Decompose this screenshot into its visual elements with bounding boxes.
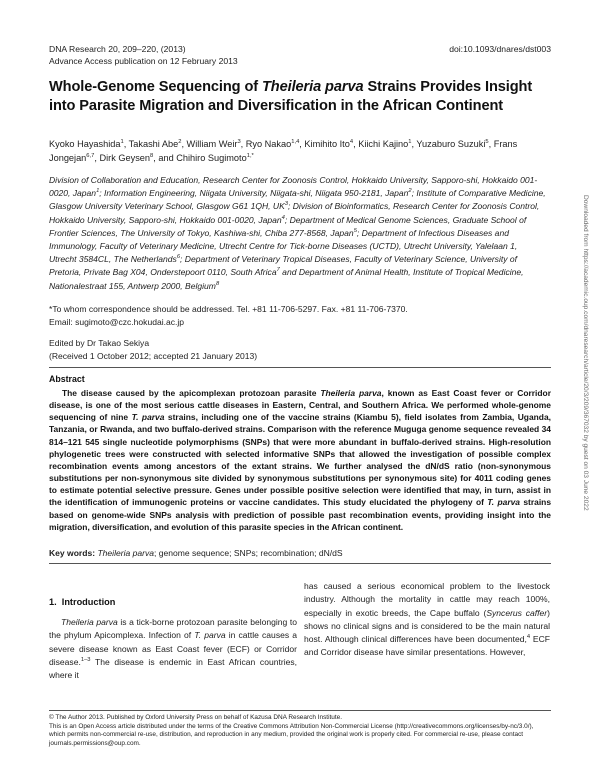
abstract-top-rule [49,367,551,368]
keywords-label: Key words: [49,548,96,558]
advance-access-note: Advance Access publication on 12 February 2013 [49,56,238,66]
download-watermark: Downloaded from https://academic.oup.com/dnaresearch/article/20/3/209/367032 by guest on 03 June 2022 [582,195,589,511]
keywords-list: Theileria parva; genome sequence; SNPs; recombination; dN/dS [97,548,343,558]
title-part-1: Whole-Genome Sequencing of [49,79,262,95]
title-species: Theileria parva [261,79,364,95]
correspondence [49,303,549,329]
editorial-info [49,337,549,363]
introduction-column-1: Theileria parva is a tick-borne protozoan parasite belonging to the phylum Apicomplexa. Infection of T. parva in cattle causes a severe disease known as East Coast fever (ECF) or Corridor disease.$^{1-3}$ The disease is endemic in East African countries, where it [49,617,297,681]
edited-by: Edited by Dr Takao Sekiya [49,338,150,348]
abstract-heading: Abstract [49,374,85,384]
license-footer: © The Author 2013. Published by Oxford University Press on behalf of Kazusa DNA Research Institute. This is an Open Access article distributed under the terms of the Creative Commons Attribution Non-Commercial License (http://creativecommons.org/licenses/by-nc/3.0/), which permits non-commercial re-use, distribution, and reproduction in any medium, provided the original work is properly cited. For commercial re-use, please contact journals.permissions@oup.com. [49,714,534,747]
keywords [49,548,549,558]
author-list: Kyoko Hayashida$^1$, Takashi Abe$^2$, William Weir$^3$, Ryo Nakao$^{1,4}$, Kimihito Ito$^4$, Kiichi Kajino$^1$, Yuzaburo Suzuki$^5$, Frans Jongejan$^{6,7}$, Dirk Geysen$^8$, and Chihiro Sugimoto$^{1,*}$ [49,138,518,163]
journal-citation: DNA Research 20, 209–220, (2013) [49,44,186,54]
correspondence-phone: *To whom correspondence should be addressed. Tel. +81 11-706-5297. Fax. +81 11-706-7370. [49,304,408,314]
correspondence-email[interactable]: Email: sugimoto@czc.hokudai.ac.jp [49,317,185,328]
keywords-bottom-rule [49,563,551,564]
affiliations: Division of Collaboration and Education, Research Center for Zoonosis Control, Hokkaido University, Sapporo-shi, Hokkaido 001-0020, Japan$^1$; Information Engineering, Niigata University, Niigata-shi, Niigata 950-2181, Japan$^2$; Institute of Comparative Medicine, Glasgow University Veterinary School, Glasgow G61 1QH, $UK^3$; Division of Bioinformatics, Research Center for Zoonosis Control, Hokkaido University, Sapporo-shi, Hokkaido 001-0020, Japan$^4$; Department of Medical Genome Sciences, Graduate School of Frontier Sciences, The University of Tokyo, Kashiwa-shi, Chiba 277-8568, Japan$^5$; Department of Infectious Diseases and Immunology, Faculty of Veterinary Medicine, Utrecht Centre for Tick-borne Diseases (UCTD), Utrecht University, Yalelaan 1, Utrecht 3584CL, The Netherlands$^6$; Department of Veterinary Tropical Diseases, Faculty of Veterinary Science, University of Pretoria, Private Bag X04, Onderstepoort 0110, South Africa$^7$ and Department of Animal Health, Institute of Tropical Medicine, Nationalestraat 155, Antwerp 2000, Belgium$^8$ [49,175,546,291]
doi-link[interactable]: doi:10.1093/dnares/dst003 [449,44,551,54]
introduction-heading: 1. Introduction [49,597,116,607]
received-dates: (Received 1 October 2012; accepted 21 January 2013) [49,351,258,362]
title-part-2: Strains Provides Insight into Parasite Migration and Diversification in the African Continent [49,79,533,114]
introduction-column-2: has caused a serious economical problem to the livestock industry. Although the mortality in cattle may reach 100%, especially in exotic breeds, the Cape buffalo (Syncerus caffer) shows no clinical signs and is considered to be the main natural host. Although clinical differences have been documented,$^4$ ECF and Corridor disease have similar presentations. However, [304,581,551,658]
footer-rule [49,710,551,711]
article-title [49,78,549,116]
abstract-body: The disease caused by the apicomplexan protozoan parasite Theileria parva, known as East Coast fever or Corridor disease, is one of the most serious cattle diseases in Eastern, Central, and Southern Africa. We performed whole-genome sequencing of nine T. parva strains, including one of the vaccine strains (Kiambu 5), field isolates from Zambia, Uganda, Tanzania, or Rwanda, and two buffalo-derived strains. Comparison with the reference Muguga genome sequence revealed 34 814–121 545 single nucleotide polymorphisms (SNPs) that were more abundant in buffalo-derived strains. High-resolution phylogenetic trees were constructed with selected informative SNPs that allowed the investigation of possible complex recombination events among ancestors of the extant strains. We further analysed the dN/dS ratio (non-synonymous substitutions per non-synonymous site divided by synonymous substitutions per synonymous site) for 4011 coding genes to estimate potential selective pressure. Genes under possible positive selection were identified that may, in turn, assist in the identification of immunogenic proteins or vaccine candidates. This study elucidated the phylogeny of T. parva strains based on genome-wide SNPs analysis with prediction of possible past recombination events, providing insight into the migration, diversification, and evolution of this parasite species in the African continent. [49,388,552,532]
